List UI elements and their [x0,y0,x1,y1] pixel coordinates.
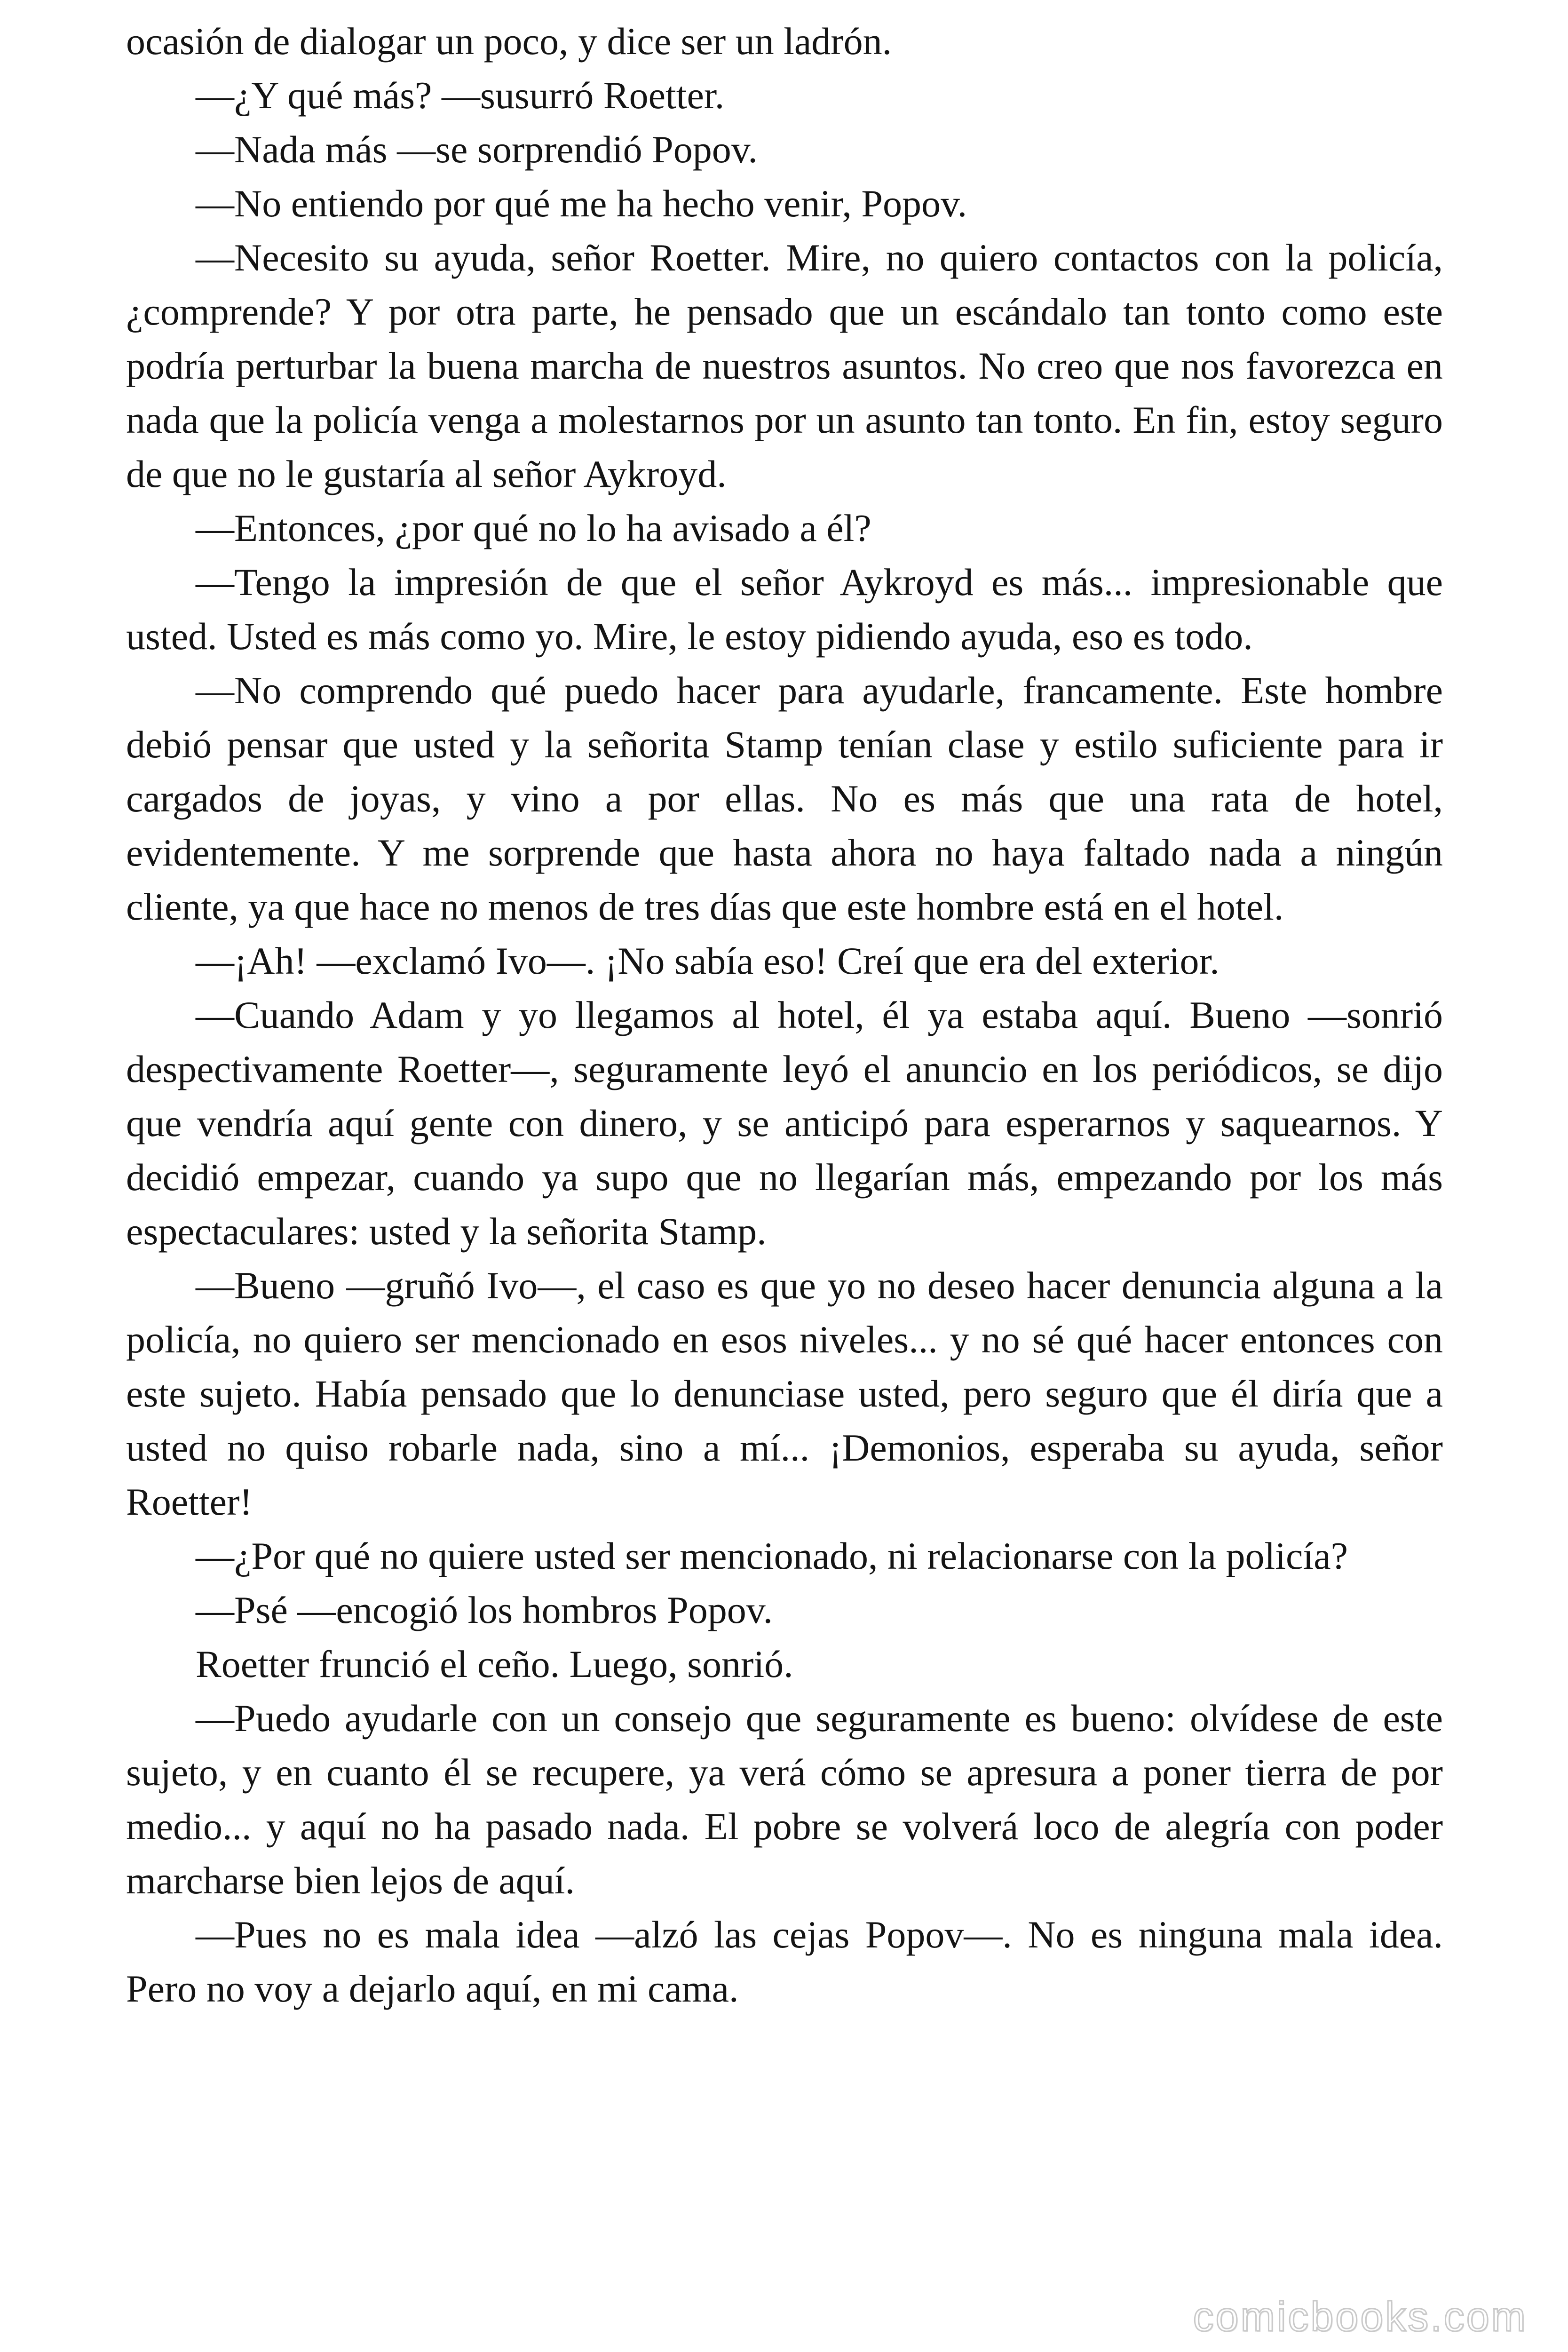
paragraph: ocasión de dialogar un poco, y dice ser un ladrón. [126,20,892,63]
paragraph: —¿Por qué no quiere usted ser mencionado, ni relacionarse con la policía? [196,1534,1348,1577]
book-page-text [126,14,1443,2016]
paragraph: —Entonces, ¿por qué no lo ha avisado a él? [196,507,871,549]
paragraph: —Puedo ayudarle con un consejo que seguramente es bueno: olvídese de este sujeto, y en cuanto él se recupere, ya verá cómo se apresura a poner tierra de por medio... y aquí no ha pasado nada. El pobre se volverá loco de alegría con poder marcharse bien lejos de aquí. [126,1697,1443,1902]
paragraph: —Necesito su ayuda, señor Roetter. Mire, no quiero contactos con la policía, ¿comprende? Y por otra parte, he pensado que un escándalo tan tonto como este podría perturbar la buena marcha de nuestros asuntos. No creo que nos favorezca en nada que la policía venga a molestarnos por un asunto tan tonto. En fin, estoy seguro de que no le gustaría al señor Aykroyd. [126,236,1443,495]
paragraph: —¿Y qué más? —susurró Roetter. [196,74,725,117]
paragraph: —Psé —encogió los hombros Popov. [196,1589,773,1631]
paragraph: —No comprendo qué puedo hacer para ayudarle, francamente. Este hombre debió pensar que usted y la señorita Stamp tenían clase y estilo suficiente para ir cargados de joyas, y vino a por ellas. No es más que una rata de hotel, evidentemente. Y me sorprende que hasta ahora no haya faltado nada a ningún cliente, ya que hace no menos de tres días que este hombre está en el hotel. [126,669,1443,928]
watermark: comicbooks.com [1193,2293,1528,2340]
paragraph: —Bueno —gruñó Ivo—, el caso es que yo no deseo hacer denuncia alguna a la policía, no quiero ser mencionado en esos niveles... y no sé qué hacer entonces con este sujeto. Había pensado que lo denunciase usted, pero seguro que él diría que a usted no quiso robarle nada, sino a mí... ¡Demonios, esperaba su ayuda, señor Roetter! [126,1264,1443,1523]
paragraph: —Pues no es mala idea —alzó las cejas Popov—. No es ninguna mala idea. Pero no voy a dejarlo aquí, en mi cama. [126,1913,1443,2010]
paragraph: Roetter frunció el ceño. Luego, sonrió. [196,1643,793,1685]
paragraph: —Cuando Adam y yo llegamos al hotel, él ya estaba aquí. Bueno —sonrió despectivamente Roetter—, seguramente leyó el anuncio en los periódicos, se dijo que vendría aquí gente con dinero, y se anticipó para esperarnos y saquearnos. Y decidió empezar, cuando ya supo que no llegarían más, empezando por los más espectaculares: usted y la señorita Stamp. [126,993,1443,1253]
paragraph: —No entiendo por qué me ha hecho venir, Popov. [196,182,967,225]
paragraph: —Tengo la impresión de que el señor Aykroyd es más... impresionable que usted. Usted es más como yo. Mire, le estoy pidiendo ayuda, eso es todo. [126,561,1443,658]
paragraph: —¡Ah! —exclamó Ivo—. ¡No sabía eso! Creí que era del exterior. [196,939,1220,982]
paragraph: —Nada más —se sorprendió Popov. [196,128,758,171]
